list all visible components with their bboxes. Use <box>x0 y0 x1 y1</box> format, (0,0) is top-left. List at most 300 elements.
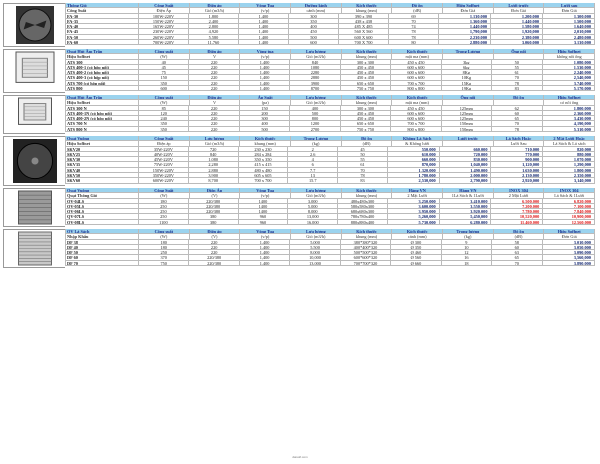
table-cell: 260W-220V <box>139 35 189 40</box>
table-cell: 350 <box>289 19 339 24</box>
table-cell: 750 <box>139 261 189 266</box>
table-cell: 400 <box>240 121 290 126</box>
table-cell: 220 <box>189 121 239 126</box>
table-cell: 250 <box>139 214 189 219</box>
table-cell: (W) <box>139 193 190 198</box>
table-cell: 700 x 700 <box>239 178 289 183</box>
table-cell: 1,920,000 <box>491 29 543 34</box>
row-label-cell: DF 70 <box>65 261 139 266</box>
table-cell: 350 x 350 <box>239 157 289 162</box>
table-cell: Hiệu Soffnet <box>544 49 595 54</box>
table-cell: Lưu lượng <box>291 49 342 54</box>
table-cell: 1,400 <box>239 35 289 40</box>
table-cell: 600 <box>139 86 189 91</box>
table-cell: 2,240,000 <box>543 70 595 75</box>
table-cell: 11,460,000 <box>491 220 543 225</box>
table-cell: Gió (m3/h) <box>291 193 342 198</box>
product-section <box>3 188 595 227</box>
table-cell: 605 x 605 <box>239 173 289 178</box>
table-cell: 3,740,000 <box>543 81 595 86</box>
row-label-cell: ATS 700 (có hộp nối) <box>65 81 139 86</box>
table-cell: 70 <box>492 261 542 266</box>
table-cell: (pa) <box>240 100 291 105</box>
table-cell: Điện áp <box>190 3 241 8</box>
table-cell: 2,400 <box>189 19 239 24</box>
table-cell: 700 x 700 <box>391 121 441 126</box>
table-cell: 3,000 <box>288 199 338 204</box>
row-label-cell: DF 50 <box>65 250 139 255</box>
table-cell: 12,560,000 <box>543 220 595 225</box>
table-cell: Ø 350 <box>391 245 441 250</box>
table-row <box>65 40 595 45</box>
table-cell: 78 <box>389 35 439 40</box>
table-cell: Đường kính <box>291 3 342 8</box>
table-cell: 8,700 <box>189 178 239 183</box>
table-cell: 220/380 <box>189 255 239 260</box>
table-cell: 600 x 600 <box>391 65 441 70</box>
table-cell: 2700 <box>290 127 340 132</box>
table-cell: Gió (m3/h) <box>291 100 342 105</box>
table-cell: Công suất <box>139 95 190 100</box>
row-label-cell: QV-06LS <box>65 209 139 214</box>
table-cell: 600 x 600 <box>391 70 441 75</box>
table-cell: 80 <box>389 40 439 45</box>
table-cell: 4,190,000 <box>543 121 595 126</box>
table-cell: Hiệu Soffnet <box>544 229 595 234</box>
table-cell: 65 <box>492 116 542 121</box>
row-label-cell: QV-05LS <box>65 204 139 209</box>
table-cell: Điện áp <box>190 49 241 54</box>
table-cell: 600 x 600 <box>391 75 441 80</box>
table-cell: 3,430,000 <box>543 116 595 121</box>
table-cell: 3,560,000 <box>543 255 595 260</box>
table-cell: 220/380 <box>189 261 239 266</box>
table-cell: 580x580x300 <box>338 204 388 209</box>
table-cell: 380 <box>189 214 239 219</box>
table-cell: (v/p) <box>240 234 291 239</box>
table-cell: 78 <box>492 127 542 132</box>
table-cell: Điện áp <box>190 229 241 234</box>
table-cell: 1,400 <box>240 245 290 250</box>
table-cell: Kích thước <box>342 3 393 8</box>
table-cell: 450 x 450 <box>391 106 441 111</box>
table-cell: 770,000 <box>491 152 543 157</box>
table-cell: 660,000 <box>440 147 492 152</box>
table-cell: 125mm <box>442 106 492 111</box>
table-cell: 450 <box>289 29 339 34</box>
table-cell: Lưu lượng <box>291 229 342 234</box>
table-cell: 220 <box>189 70 239 75</box>
price-table <box>65 3 595 47</box>
table-cell: 700 X 700 <box>339 40 389 45</box>
table-cell: 1,040,000 <box>440 162 492 167</box>
table-cell: 1,320,000 <box>388 168 440 173</box>
table-cell: 1,400 <box>240 261 290 266</box>
table-cell: Lưới trước <box>443 136 494 141</box>
table-cell: 450 x 450 <box>341 116 391 121</box>
table-cell: 500 <box>240 127 290 132</box>
table-cell: 450 x 450 <box>341 75 391 80</box>
table-cell: 610,000 <box>388 152 440 157</box>
table-cell: 8,000 <box>290 250 340 255</box>
table-cell: 600 x 600 <box>391 116 441 121</box>
table-cell: 480 x 480 <box>239 168 289 173</box>
table-cell: 2,350,000 <box>543 173 595 178</box>
table-cell: Vòng tua <box>240 49 291 54</box>
row-label-cell: FA-45 <box>65 29 139 34</box>
table-cell: 2280 <box>290 70 340 75</box>
product-section <box>3 229 595 268</box>
row-label-cell: SKV25 <box>65 152 139 157</box>
table-cell: 2,280 <box>189 162 239 167</box>
table-cell: Vòng Tua <box>240 188 291 193</box>
table-cell: 60 <box>492 245 542 250</box>
table-cell: 1,080 <box>189 157 239 162</box>
table-cell: Kích thước <box>342 95 393 100</box>
row-label-cell: ATS 800 <box>65 86 139 91</box>
table-cell: 710,000 <box>491 147 543 152</box>
row-label-cell: QV-08LS <box>65 220 139 225</box>
table-cell: 220 <box>189 127 239 132</box>
table-cell: 200 <box>240 111 290 116</box>
table-cell: 100W-220V <box>139 14 189 19</box>
table-cell: 3,250,000 <box>388 199 440 204</box>
table-cell: 50 <box>338 152 388 157</box>
table-cell: 83 <box>338 178 388 183</box>
table-cell: 1080 <box>290 65 340 70</box>
table-cell: Độ ồn <box>494 229 545 234</box>
table-cell: 880x880x400 <box>338 220 388 225</box>
row-label-cell: FA-30 <box>65 14 139 19</box>
table-cell: 1,780,000 <box>388 173 440 178</box>
row-label-cell: FA-35 <box>65 19 139 24</box>
table-cell: 8,000 <box>288 209 338 214</box>
table-cell: Độ ồn <box>494 95 545 100</box>
table-cell: cánh (mm) <box>392 234 443 239</box>
table-cell: 300 x 300 <box>341 106 391 111</box>
table-cell: 50 <box>492 60 542 65</box>
table-cell: 2 Mặt Lưới Hoặc <box>544 136 595 141</box>
table-cell: 220 <box>189 116 239 121</box>
table-cell: 15.7 <box>288 178 338 183</box>
table-cell: 150W-220V <box>139 168 189 173</box>
table-cell: 680x680x300 <box>338 209 388 214</box>
table-cell: 240 <box>139 116 189 121</box>
table-cell: khung (mm) <box>342 8 393 13</box>
table-cell: 6 <box>288 162 338 167</box>
table-cell: 55 <box>338 157 388 162</box>
table-cell: 830,000 <box>440 157 492 162</box>
row-label-cell: Quạt Thông Gió <box>65 193 139 198</box>
table-cell: 13,000 <box>288 214 338 219</box>
table-cell: 230 x 230 <box>239 147 289 152</box>
industrial-fan-icon <box>3 188 65 227</box>
table-cell: Vòng Tua <box>240 229 291 234</box>
table-cell: Công Suất <box>139 136 190 141</box>
table-cell: Kích thước <box>392 49 443 54</box>
table-cell: Lưới trước <box>494 3 545 8</box>
table-cell: 1,500,000 <box>543 19 595 24</box>
table-cell: 35W-220V <box>139 147 189 152</box>
table-cell: Hàng VN <box>392 188 443 193</box>
table-cell: 485 X 485 <box>339 24 389 29</box>
table-cell: 3,550,000 <box>440 204 492 209</box>
table-cell: Kích thước <box>392 95 443 100</box>
product-section <box>3 136 595 186</box>
table-cell: Độ ồn <box>392 3 443 8</box>
price-sheet <box>3 3 595 268</box>
table-cell: khung (mm) <box>342 193 393 198</box>
table-cell: 2,380,000 <box>491 35 543 40</box>
table-cell: 650 x 650 <box>341 121 391 126</box>
table-cell: Kích thước <box>342 49 393 54</box>
table-cell: 63 <box>492 250 542 255</box>
table-cell: cánh (mm) <box>291 8 342 13</box>
table-cell: 2,010,000 <box>543 29 595 34</box>
table-cell: 7.7 <box>288 168 338 173</box>
table-cell: 55 <box>492 65 542 70</box>
table-cell: 61 <box>492 70 542 75</box>
table-cell: (V) <box>190 234 241 239</box>
table-cell: Ống nối <box>494 49 545 54</box>
row-label-cell: SKV40 <box>65 168 139 173</box>
table-cell: 390 x 390 <box>339 14 389 19</box>
table-cell: 5,000 <box>290 240 340 245</box>
table-cell: Vòng Tua <box>240 3 291 8</box>
footer-note: daisoft.com <box>292 455 308 459</box>
table-cell: 220 <box>189 60 239 65</box>
table-cell: 1,800,000 <box>543 168 595 173</box>
table-cell: 2,920,000 <box>491 178 543 183</box>
table-cell: 1,400 <box>240 86 290 91</box>
table-cell: 5,730,000 <box>388 220 440 225</box>
table-cell: 400 <box>289 24 339 29</box>
table-cell: 1Lá Sách & 1Lưới <box>443 193 494 198</box>
table-cell: INOX 304 <box>494 188 545 193</box>
table-cell: 700W-220V <box>139 40 189 45</box>
table-cell: (V) <box>190 193 241 198</box>
table-cell: (kg) <box>291 141 342 146</box>
table-cell: 300 <box>240 116 290 121</box>
table-cell: Lá Sách & 1Lưới <box>544 193 595 198</box>
table-cell: (dB) <box>342 141 393 146</box>
table-cell: 380 <box>189 220 239 225</box>
table-cell: 2.6 <box>288 152 338 157</box>
row-label-cell: Quạt Vuông <box>65 188 139 193</box>
table-cell: 220 <box>189 86 239 91</box>
table-cell: 3,890,000 <box>543 261 595 266</box>
table-cell: 1,530,000 <box>543 65 595 70</box>
table-cell: 1,130,000 <box>439 14 491 19</box>
table-cell: Công suất <box>139 229 190 234</box>
row-label-cell: SKV20 <box>65 147 139 152</box>
row-label-cell: Nhập Khẩu <box>65 234 139 239</box>
table-cell: 78 <box>338 173 388 178</box>
table-cell: 284 x 284 <box>239 152 289 157</box>
table-cell: 13,000 <box>290 261 340 266</box>
table-cell: 70 <box>492 121 542 126</box>
table-cell: Kích thước <box>342 188 393 193</box>
table-cell: 1,800 <box>189 14 239 19</box>
table-cell: 61 <box>338 162 388 167</box>
table-cell: 350W-220V <box>139 173 189 178</box>
table-cell: 70 <box>492 75 542 80</box>
table-cell: 40 <box>139 60 189 65</box>
table-cell: 10,520,000 <box>491 214 543 219</box>
table-cell: 5,310,000 <box>543 127 595 132</box>
table-cell: 1,790,000 <box>439 29 491 34</box>
row-label-cell: DF 60 <box>65 255 139 260</box>
table-cell: 11,760 <box>189 40 239 45</box>
table-cell: 1,400 <box>239 40 289 45</box>
product-section <box>3 95 595 134</box>
table-cell: Đơn Giá <box>544 234 595 239</box>
row-label-cell: QV-07LS <box>65 214 139 219</box>
table-cell: mặt ma (mm) <box>392 100 443 105</box>
row-label-cell: ATS 400-2 (có hộp nối) <box>65 70 139 75</box>
table-cell: 450 x 450 <box>341 70 391 75</box>
row-label-cell: ATS 400-3 (có hộp nối) <box>65 75 139 80</box>
table-cell: 15Kg <box>442 81 492 86</box>
table-cell: 120 <box>139 111 189 116</box>
table-cell: 125mm <box>442 116 492 121</box>
table-cell: 180 <box>139 240 189 245</box>
table-row <box>65 178 595 183</box>
table-cell: 5,500 <box>290 245 340 250</box>
table-cell: 750 x 750 <box>341 86 391 91</box>
table-cell: Lưu lượng <box>291 188 342 193</box>
table-cell: 220/380 <box>189 199 239 204</box>
table-cell: Gió (m3/h) <box>190 141 241 146</box>
table-cell: 370 <box>139 255 189 260</box>
table-cell: 900,000 <box>491 157 543 162</box>
table-cell: 800 x 800 <box>391 86 441 91</box>
table-cell: 700*700*320 <box>341 261 391 266</box>
row-label-cell: ATS 300 N <box>65 106 139 111</box>
table-cell: 820,000 <box>543 147 595 152</box>
table-cell: 45W-220V <box>139 157 189 162</box>
product-section <box>3 49 595 93</box>
table-cell: 10Kg <box>442 75 492 80</box>
table-cell: 1,290,000 <box>543 162 595 167</box>
table-cell: Gió (m3/h) <box>291 54 342 59</box>
table-cell: 6kg <box>442 65 492 70</box>
table-cell: 1,400 <box>240 60 290 65</box>
table-cell: 150 <box>240 106 290 111</box>
row-label-cell: ATS 700 N <box>65 121 139 126</box>
table-cell: 83 <box>492 86 542 91</box>
table-cell: 960 <box>239 214 289 219</box>
table-cell: Ø 460 <box>391 250 441 255</box>
table-cell: 7,200,000 <box>491 204 543 209</box>
table-cell: 19Kg <box>442 86 492 91</box>
table-row <box>65 220 595 225</box>
table-cell: 230W-220V <box>139 29 189 34</box>
square-fan-icon <box>3 136 65 186</box>
table-cell: 58 <box>492 240 542 245</box>
table-cell: 220 <box>189 245 239 250</box>
table-cell: 8700 <box>290 86 340 91</box>
table-cell: 1,630,000 <box>491 168 543 173</box>
table-cell: 180 <box>139 245 189 250</box>
table-cell: 220 <box>189 240 239 245</box>
table-cell: Ø 300 <box>391 240 441 245</box>
table-cell: 75 <box>139 70 189 75</box>
table-cell: khung (mm) <box>240 141 291 146</box>
table-cell: 2880 <box>290 75 340 80</box>
table-cell: 6,280,000 <box>440 220 492 225</box>
table-cell: 250 <box>139 250 189 255</box>
table-cell: 960 <box>239 220 289 225</box>
table-cell: 2,230,000 <box>439 35 491 40</box>
table-row <box>65 86 595 91</box>
price-table <box>65 229 595 268</box>
table-cell: Hiệu Soffnet <box>443 3 494 8</box>
table-cell: 1400 <box>239 204 289 209</box>
table-cell: 220 <box>189 65 239 70</box>
table-cell: 800 <box>290 116 340 121</box>
table-cell: Độ ồn <box>342 136 393 141</box>
table-cell: 300 x 300 <box>341 60 391 65</box>
table-cell: 450 x 450 <box>391 60 441 65</box>
table-cell: 870,000 <box>388 162 440 167</box>
table-cell: 1,080,000 <box>543 60 595 65</box>
table-cell: khung (mm) <box>342 100 393 105</box>
row-label-cell: SKV60 <box>65 178 139 183</box>
table-cell: 1,400 <box>239 24 289 29</box>
table-cell: 1,400 <box>240 65 290 70</box>
table-cell: 1,440,000 <box>491 19 543 24</box>
table-cell: Kích thước <box>392 229 443 234</box>
table-cell: Áp Suất <box>240 95 291 100</box>
table-cell: 1,400 <box>240 240 290 245</box>
table-cell: 700 x 700 <box>391 81 441 86</box>
table-cell: 12 <box>442 250 492 255</box>
row-label-cell: ATS 300 <box>65 60 139 65</box>
table-cell: 60 <box>492 111 542 116</box>
table-cell: 2,000,000 <box>440 173 492 178</box>
row-label-cell: Hiệu Soffnet <box>65 141 139 146</box>
row-label-cell: FA-50 <box>65 35 139 40</box>
table-cell: 1400 <box>239 209 289 214</box>
table-cell: Công suất <box>139 49 190 54</box>
table-cell: Công Suất <box>139 3 190 8</box>
row-label-cell: Thông Gió <box>65 3 139 8</box>
price-table <box>65 95 595 134</box>
table-cell: 500*500*320 <box>341 250 391 255</box>
table-cell: 220 <box>189 106 239 111</box>
table-cell: Trọng lượng <box>443 229 494 234</box>
table-cell: 1,070,000 <box>543 157 595 162</box>
table-cell: 600*600*320 <box>341 255 391 260</box>
table-cell: Gió (m3/h) <box>291 234 342 239</box>
table-cell: 500 <box>290 111 340 116</box>
row-label-cell: SKV35 <box>65 162 139 167</box>
table-cell: (W) <box>139 234 190 239</box>
table-cell: 220/380 <box>189 204 239 209</box>
table-cell: 74 <box>389 24 439 29</box>
row-label-cell: SKV50 <box>65 173 139 178</box>
table-cell: 4,920 <box>189 29 239 34</box>
table-cell: 3,140,000 <box>543 178 595 183</box>
table-cell: 1,490,000 <box>440 168 492 173</box>
table-cell: 2,360,000 <box>543 111 595 116</box>
table-cell: 600 <box>289 40 339 45</box>
table-cell: 1,200,000 <box>491 14 543 19</box>
table-cell: 78 <box>389 29 439 34</box>
table-cell: 4 <box>288 157 338 162</box>
table-cell: 3,090,000 <box>543 250 595 255</box>
